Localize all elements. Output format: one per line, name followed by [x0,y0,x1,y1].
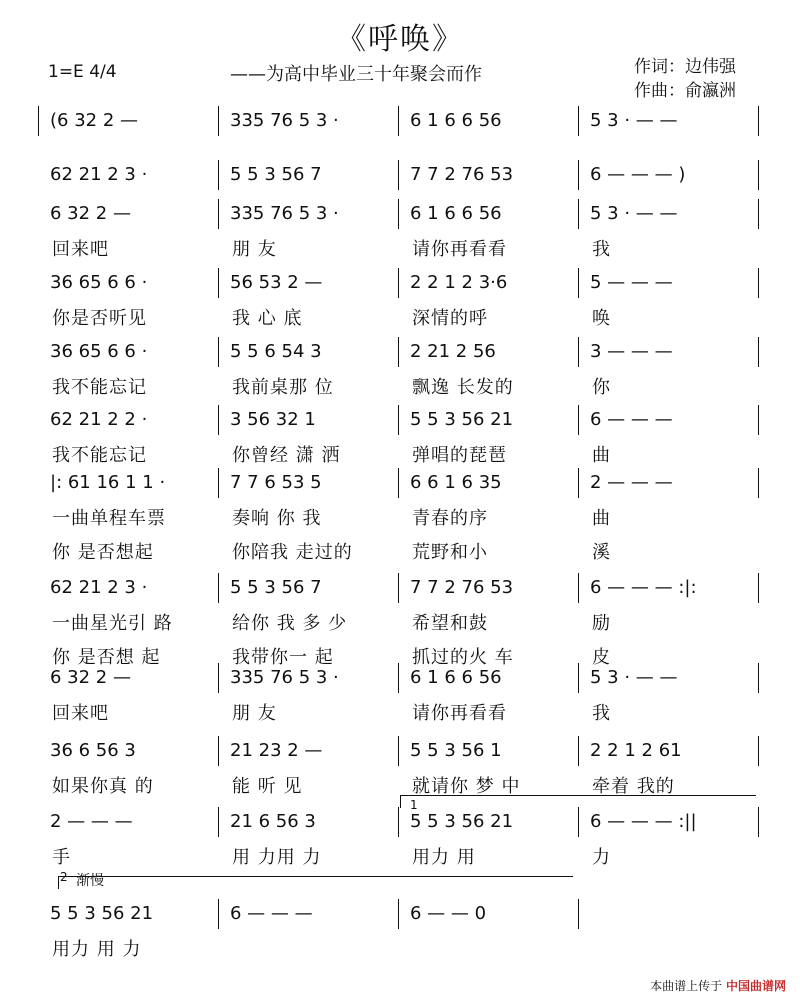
barline [758,268,759,298]
lyric-segment: 我带你一 起 [232,647,334,668]
barline [398,736,399,766]
measure: 335 76 5 3 · [230,203,339,224]
lyric-segment: 你陪我 走过的 [232,542,353,563]
barline [758,573,759,603]
measure: 6 — — — [230,903,313,924]
footer-prefix: 本曲谱上传于 [650,979,723,993]
barline [218,405,219,435]
lyric-segment: 我 [592,703,611,724]
barline [758,736,759,766]
volta-1-number: 1 [410,798,418,812]
barline [398,337,399,367]
measure: 5 5 6 54 3 [230,341,322,362]
measure: 6 — — — [590,409,673,430]
lyric-segment: 希望和鼓 [412,613,488,634]
volta-2-bracket [58,876,573,889]
barline [578,160,579,190]
lyric-segment: 励 [592,613,611,634]
measure: 62 21 2 2 · [50,409,148,430]
barline [398,468,399,498]
measure: 2 2 1 2 3·6 [410,272,508,293]
barline [218,268,219,298]
measure: 5 — — — [590,272,673,293]
measure: 6 32 2 — [50,667,131,688]
lyric-segment: 你是否听见 [52,308,147,329]
barline [578,268,579,298]
barline [398,160,399,190]
measure: 36 65 6 6 · [50,341,148,362]
measure: 5 3 · — — [590,667,678,688]
barline [758,807,759,837]
barline [398,106,399,136]
measure: 6 32 2 — [50,203,131,224]
barline [758,663,759,693]
barline [758,337,759,367]
notation-row [0,335,800,369]
tempo-text: 渐慢 [76,873,104,889]
measure: 2 21 2 56 [410,341,496,362]
barline [398,268,399,298]
barline [758,468,759,498]
measure: 5 5 3 56 7 [230,164,322,185]
key-signature: 1=E 4/4 [48,62,117,82]
lyric-segment: 奏响 你 我 [232,508,322,529]
lyricist: 作词：边伟强 [634,57,736,77]
measure: 5 5 3 56 21 [410,811,514,832]
barline [398,573,399,603]
barline [578,899,579,929]
barline [398,663,399,693]
barline [758,405,759,435]
lyric-segment: 溪 [592,542,611,563]
notation-row [0,661,800,695]
measure: 3 — — — [590,341,673,362]
measure: 6 — — — :|| [590,811,697,832]
barline [578,199,579,229]
barline [218,899,219,929]
barline [218,736,219,766]
measure: 2 — — — [590,472,673,493]
lyric-segment: 青春的序 [412,508,488,529]
lyric-segment: 请你再看看 [412,239,507,260]
lyric-segment: 用力 用 力 [52,939,142,960]
barline [218,807,219,837]
barline [578,106,579,136]
measure: 36 6 56 3 [50,740,136,761]
measure: 6 1 6 6 56 [410,667,502,688]
measure: 5 3 · — — [590,203,678,224]
lyric-segment: 我 心 底 [232,308,303,329]
volta-2-number: 2 [60,870,68,884]
lyric-segment: 唤 [592,308,611,329]
lyric-segment: 给你 我 多 少 [232,613,348,634]
barline [758,160,759,190]
lyric-segment: 回来吧 [52,239,109,260]
site-logo[interactable]: 中国曲谱网 [725,979,786,993]
barline [578,807,579,837]
lyric-segment: 我前桌那 位 [232,377,334,398]
measure: 21 23 2 — [230,740,323,761]
lyric-segment: 曲 [592,508,611,529]
barline [578,468,579,498]
notation-row [0,805,800,839]
measure: 5 5 3 56 21 [50,903,154,924]
lyric-segment: 我不能忘记 [52,377,147,398]
notation-row [0,104,800,138]
lyric-segment: 朋 友 [232,239,277,260]
barline [758,199,759,229]
lyric-segment: 我 [592,239,611,260]
measure: 2 2 1 2 61 [590,740,682,761]
lyric-segment: 抓过的火 车 [412,647,514,668]
lyric-segment: 我不能忘记 [52,445,147,466]
notation-row [0,197,800,231]
measure: 7 7 6 53 5 [230,472,322,493]
barline [758,106,759,136]
measure: 6 1 6 6 56 [410,110,502,131]
subtitle: ——为高中毕业三十年聚会而作 [230,64,482,85]
lyric-segment: 深情的呼 [412,308,488,329]
lyric-segment: 力 [592,847,611,868]
measure: 6 1 6 6 56 [410,203,502,224]
barline [218,106,219,136]
lyric-segment: 飘逸 长发的 [412,377,514,398]
barline [218,663,219,693]
measure: 5 5 3 56 7 [230,577,322,598]
lyric-segment: 牵着 我的 [592,776,675,797]
lyric-segment: 你曾经 潇 洒 [232,445,341,466]
measure: 2 — — — [50,811,133,832]
barline [218,160,219,190]
measure: 3 56 32 1 [230,409,316,430]
measure: 7 7 2 76 53 [410,164,514,185]
lyric-segment: 如果你真 的 [52,776,154,797]
measure: 6 6 1 6 35 [410,472,502,493]
notation-row [0,403,800,437]
measure: 7 7 2 76 53 [410,577,514,598]
lyric-segment: 用力 用 [412,847,476,868]
measure: 6 — — — ) [590,164,686,185]
lyric-segment: 就请你 梦 中 [412,776,521,797]
measure: 335 76 5 3 · [230,110,339,131]
notation-row [0,734,800,768]
lyric-segment: 一曲星光引 路 [52,613,173,634]
measure: 5 3 · — — [590,110,678,131]
measure: 335 76 5 3 · [230,667,339,688]
lyric-segment: 弹唱的琵琶 [412,445,507,466]
lyric-segment: 一曲单程车票 [52,508,166,529]
barline [218,468,219,498]
measure: |: 61 16 1 1 · [50,472,166,493]
measure: 5 5 3 56 1 [410,740,502,761]
notation-row [0,571,800,605]
barline [398,199,399,229]
lyric-segment: 用 力用 力 [232,847,322,868]
barline [578,405,579,435]
lyric-segment: 荒野和小 [412,542,488,563]
barline [398,405,399,435]
barline [398,899,399,929]
notation-row [0,466,800,500]
volta-1-bracket [400,795,756,808]
measure: 5 5 3 56 21 [410,409,514,430]
barline [218,199,219,229]
barline [578,337,579,367]
measure: 62 21 2 3 · [50,577,148,598]
lyric-segment: 皮 [592,647,611,668]
lyric-segment: 曲 [592,445,611,466]
barline [578,736,579,766]
lyric-segment: 朋 友 [232,703,277,724]
barline [578,573,579,603]
measure: (6 32 2 — [50,110,138,131]
lyric-segment: 回来吧 [52,703,109,724]
lyric-segment: 手 [52,847,71,868]
measure: 6 — — 0 [410,903,487,924]
barline [578,663,579,693]
barline [218,573,219,603]
measure: 56 53 2 — [230,272,323,293]
barline [38,106,39,136]
notation-row [0,897,800,931]
measure: 36 65 6 6 · [50,272,148,293]
lyric-segment: 你 [592,377,611,398]
lyric-segment: 你 是否想 起 [52,647,161,668]
footer [650,977,786,994]
lyric-segment: 能 听 见 [232,776,303,797]
notation-row [0,158,800,192]
measure: 62 21 2 3 · [50,164,148,185]
lyric-segment: 你 是否想起 [52,542,154,563]
composer: 作曲：俞瀛洲 [634,81,736,101]
barline [218,337,219,367]
notation-row [0,266,800,300]
song-title: 《呼唤》 [336,22,464,57]
barline [398,807,399,837]
lyric-segment: 请你再看看 [412,703,507,724]
measure: 21 6 56 3 [230,811,316,832]
measure: 6 — — — :|: [590,577,697,598]
